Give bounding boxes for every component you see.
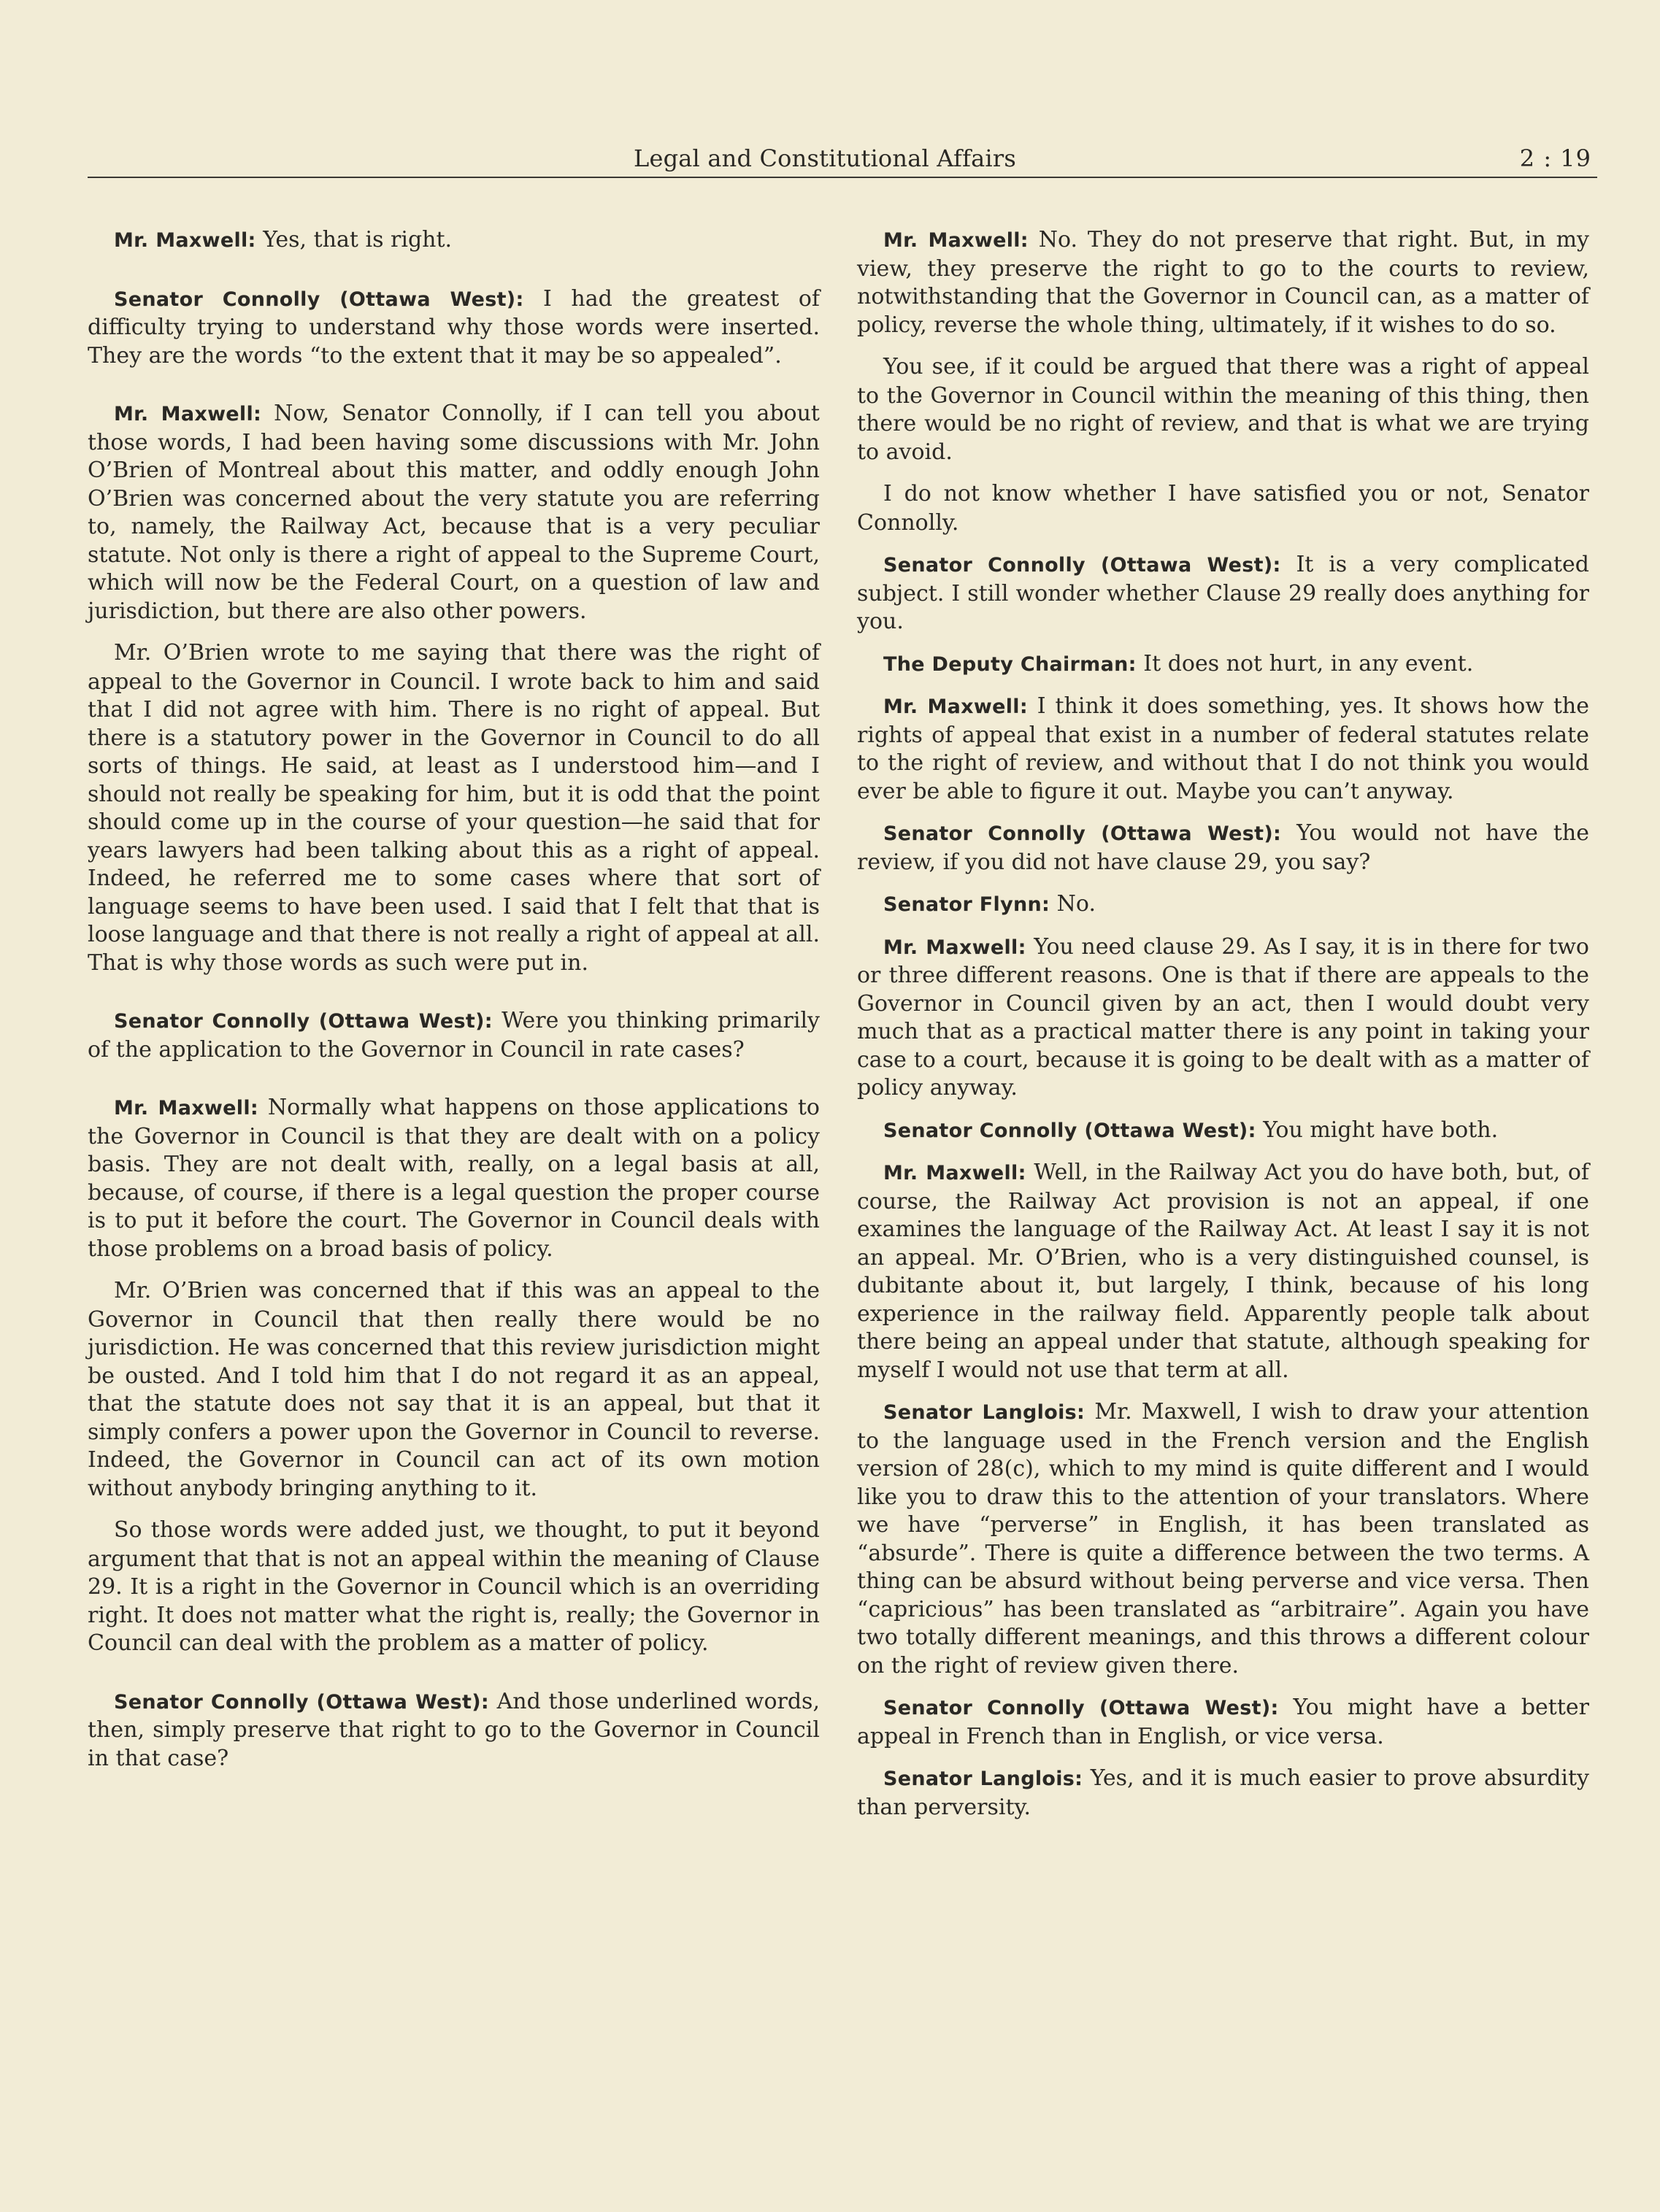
transcript-paragraph (857, 890, 1589, 920)
paragraph-text: I had the greatest of difficulty trying to understand why those words were inserted. They are the words “to the extent that it may be so appealed”. (88, 285, 821, 369)
speaker-name: Mr. Maxwell: (114, 1097, 258, 1120)
left-column (88, 226, 820, 1787)
paragraph-text: I do not know whether I have satisfied you or not, Senator Connolly. (857, 481, 1589, 536)
transcript-paragraph (88, 400, 820, 625)
speaker-name: Senator Langlois: (883, 1401, 1085, 1424)
speaker-name: Mr. Maxwell: (114, 403, 262, 425)
speaker-name: Senator Connolly (Ottawa West): (883, 822, 1282, 845)
speaker-name: Senator Langlois: (883, 1768, 1083, 1790)
right-column (857, 226, 1589, 1835)
transcript-paragraph (857, 1765, 1589, 1822)
transcript-paragraph (857, 1159, 1589, 1384)
speaker-name: Senator Connolly (Ottawa West): (114, 1690, 489, 1714)
paragraph-text: Mr. O’Brien wrote to me saying that there was the right of appeal to the Governor in Council. I wrote back to him and said that I did not agree with him. There is no right of appeal. But there is a statutory power in the Governor in Council to do all sorts of things. He said, at least as I understood him—and I should not really be speaking for him, but it is odd that the point should come up in the course of your question—he said that for years lawyers had been talking about this as a right of appeal. Indeed, he referred me to some cases where that sort of language seems to have been used. I said that I felt that that is loose language and that there is not really a right of appeal at all. That is why those words as such were put in. (88, 640, 820, 976)
speaker-name: Mr. Maxwell: (883, 695, 1028, 718)
speaker-name: Senator Connolly (Ottawa West): (114, 288, 524, 311)
paragraph-text: I think it does something, yes. It shows how the rights of appeal that exist in a number of federal statutes relate to the right of review, and without that I do not think you would ever be able to figure it out. Maybe you can’t anyway. (857, 693, 1589, 804)
transcript-paragraph (857, 1694, 1589, 1751)
header-title: Legal and Constitutional Affairs (634, 144, 1016, 172)
speaker-name: Senator Connolly (Ottawa West): (883, 1119, 1256, 1142)
speaker-name: Mr. Maxwell: (883, 229, 1029, 252)
paragraph-text: No. (1050, 891, 1096, 917)
paragraph-text: And those underlined words, then, simply preserve that right to go to the Governor in Council in that case? (88, 1688, 820, 1771)
running-header (88, 143, 1597, 178)
speaker-name: Senator Connolly (Ottawa West): (883, 554, 1281, 577)
paragraph-text: Mr. O’Brien was concerned that if this was an appeal to the Governor in Council that then really there would be no jurisdiction. He was concerned that this review jurisdiction might be ousted. And I told him that I do not regard it as an appeal, that the statute does not say that it is an appeal, but that it simply confers a power upon the Governor in Council to reverse. Indeed, the Governor in Council can act of its own motion without anybody bringing anything to it. (88, 1278, 820, 1501)
transcript-paragraph (857, 650, 1589, 679)
paragraph-text: You might have a better appeal in French than in English, or vice versa. (857, 1695, 1590, 1749)
transcript-paragraph (88, 1688, 820, 1773)
paragraph-text: You need clause 29. As I say, it is in there for two or three different reasons. One is that if there are appeals to the Governor in Council given by an act, then I would doubt very much that as a practical matter there is any point in taking your case to a court, because it is going to be dealt with as a matter of policy anyway. (857, 933, 1589, 1101)
transcript-paragraph (88, 1094, 820, 1263)
paragraph-text: No. They do not preserve that right. But, in my view, they preserve the right to go to the courts to review, notwithstanding that the Governor in Council can, as a matter of policy, reverse the whole thing, ultimately, if it wishes to do so. (857, 227, 1589, 338)
transcript-paragraph (857, 933, 1589, 1103)
paragraph-text: You would not have the review, if you did not have clause 29, you say? (857, 820, 1590, 875)
speaker-name: Senator Connolly (Ottawa West): (883, 1697, 1279, 1719)
paragraph-text: Well, in the Railway Act you do have both, but, of course, the Railway Act provision is not an appeal, if one examines the language of the Railway Act. At least I say it is not an appeal. Mr. O’Brien, who is a very distinguished counsel, is dubitante about it, but largely, I think, because of his long experience in the railway field. Apparently people talk about there being an appeal under that statute, although speaking for myself I would not use that term at all. (857, 1160, 1589, 1383)
speaker-name: Senator Connolly (Ottawa West): (114, 1010, 493, 1033)
paragraph-text: Normally what happens on those applications to the Governor in Council is that they are dealt with on a policy basis. They are not dealt with, really, on a legal basis at all, because, of course, if there is a legal question the proper course is to put it before the court. The Governor in Council deals with those problems on a broad basis of policy. (88, 1095, 820, 1262)
paragraph-text: Yes, and it is much easier to prove absurdity than perversity. (857, 1765, 1589, 1820)
transcript-paragraph (857, 1117, 1589, 1146)
paragraph-text: So those words were added just, we thought, to put it beyond argument that that is not an appeal within the meaning of Clause 29. It is a right in the Governor in Council which is an overriding right. It does not matter what the right is, really; the Governor in Council can deal with the problem as a matter of policy. (88, 1517, 820, 1656)
transcript-paragraph (857, 693, 1589, 806)
speaker-name: The Deputy Chairman: (883, 652, 1137, 676)
speaker-name: Mr. Maxwell: (114, 229, 256, 252)
transcript-paragraph (857, 820, 1589, 876)
transcript-paragraph (88, 1517, 820, 1658)
paragraph-text: You might have both. (1256, 1117, 1499, 1143)
transcript-paragraph (857, 551, 1589, 636)
speaker-name: Senator Flynn: (883, 893, 1050, 916)
transcript-paragraph (88, 1277, 820, 1503)
paragraph-text: Mr. Maxwell, I wish to draw your attention to the language used in the French version and the English version of 28(c), which to my mind is quite different and I would like you to draw this to the attention of your translators. Where we have “perverse” in English, it has been translated as “absurde”. There is quite a difference between the two terms. A thing can be absurd without being perverse and vice versa. Then “capricious” has been translated as “arbitraire”. Again you have two totally different meanings, and this throws a different colour on the right of review given there. (857, 1399, 1589, 1679)
paragraph-text: You see, if it could be argued that there was a right of appeal to the Governor in Council within the meaning of this thing, then there would be no right of review, and that is what we are trying to avoid. (857, 354, 1589, 465)
paragraph-text: It does not hurt, in any event. (1136, 650, 1474, 677)
transcript-paragraph (857, 480, 1589, 537)
transcript-paragraph (88, 639, 820, 977)
speaker-name: Mr. Maxwell: (883, 1162, 1026, 1184)
paragraph-text: Now, Senator Connolly, if I can tell you about those words, I had been having some discussions with Mr. John O’Brien of Montreal about this matter, and oddly enough John O’Brien was concerned about the very statute you are referring to, namely, the Railway Act, because that is a very peculiar statute. Not only is there a right of appeal to the Supreme Court, which will now be the Federal Court, on a question of law and jurisdiction, but there are also other powers. (88, 401, 820, 624)
page-number: 2 : 19 (1519, 144, 1591, 172)
transcript-paragraph (88, 226, 820, 255)
speaker-name: Mr. Maxwell: (883, 936, 1026, 959)
transcript-paragraph (857, 353, 1589, 466)
paragraph-text: Yes, that is right. (255, 227, 453, 253)
paragraph-text: Were you thinking primarily of the application to the Governor in Council in rate cases? (88, 1008, 820, 1063)
paragraph-text: It is a very complicated subject. I still wonder whether Clause 29 really does anything for you. (857, 552, 1590, 634)
transcript-paragraph (857, 226, 1589, 339)
transcript-paragraph (857, 1398, 1589, 1680)
transcript-paragraph (88, 1007, 820, 1064)
transcript-paragraph (88, 285, 820, 371)
